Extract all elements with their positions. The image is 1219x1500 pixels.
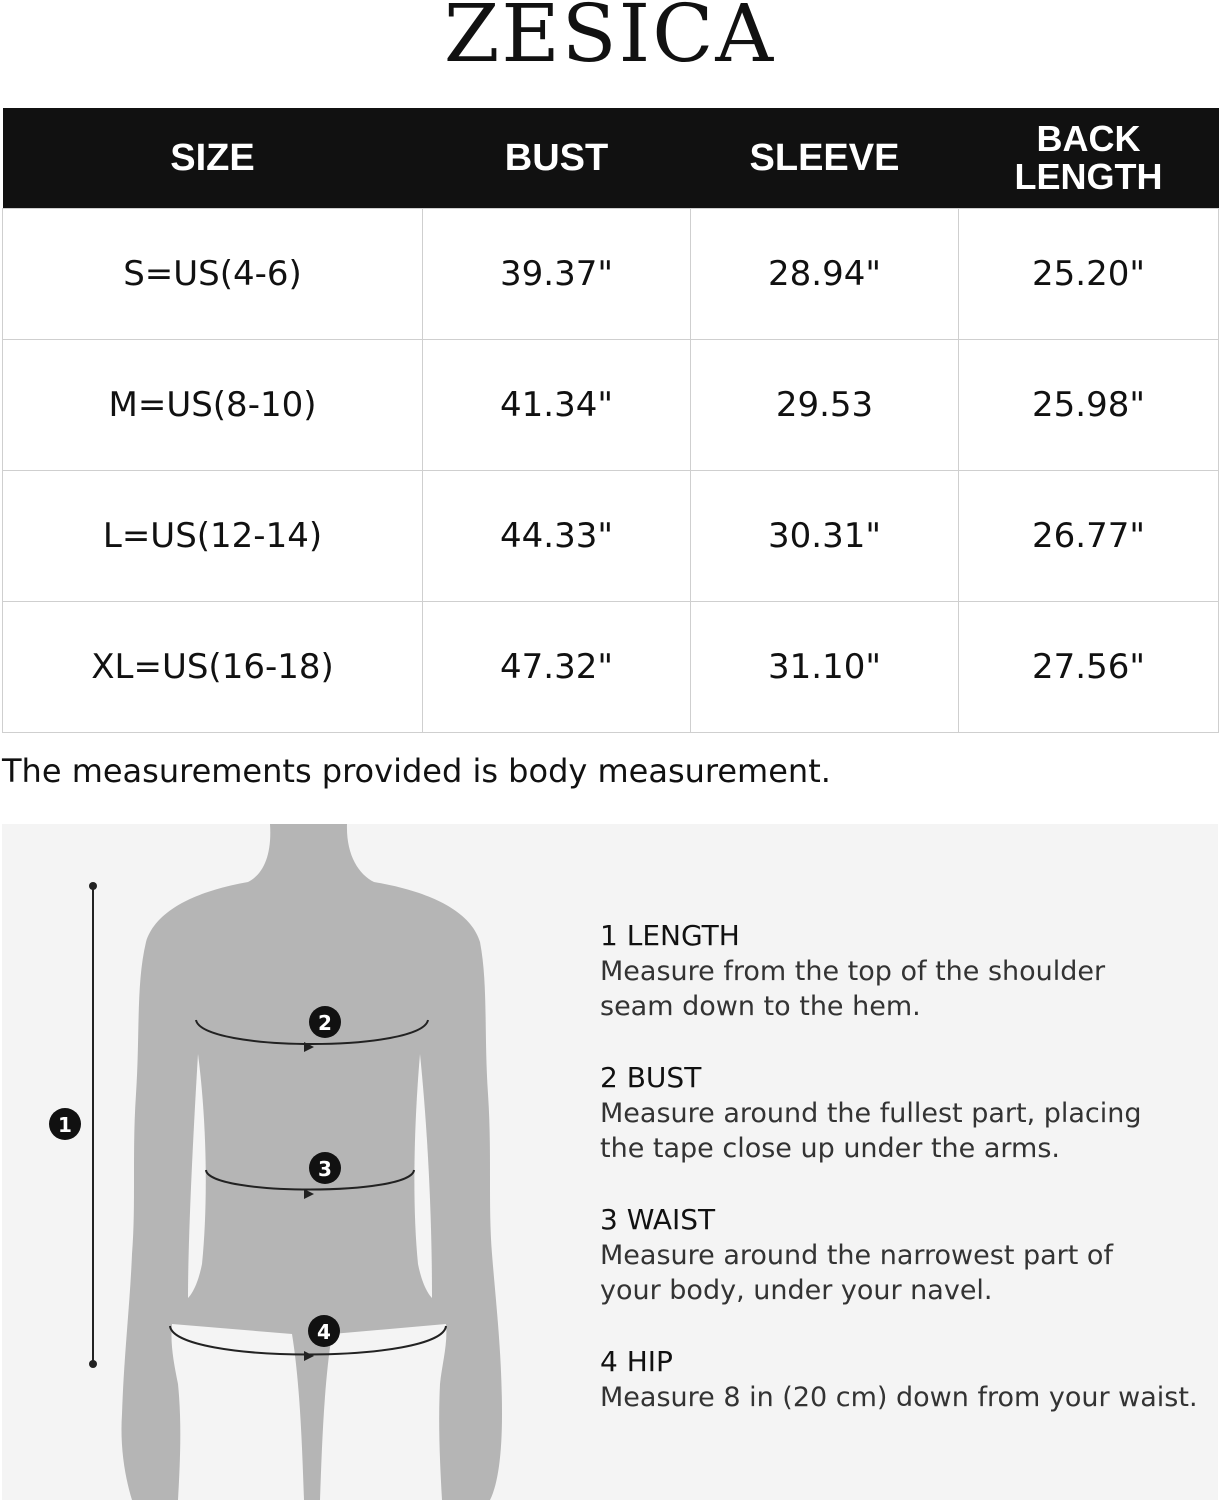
table-header-row	[3, 108, 1219, 209]
marker-1-label: 1	[58, 1113, 72, 1137]
cell-back-length: 26.77"	[959, 471, 1219, 602]
header-sleeve: SLEEVE	[691, 108, 959, 209]
step-title: 2 BUST	[600, 1061, 702, 1094]
measurement-guide	[2, 824, 1218, 1500]
length-line-bottom-dot	[89, 1360, 97, 1368]
step-desc: the tape close up under the arms.	[600, 1133, 1060, 1164]
step-desc: Measure around the fullest part, placing	[600, 1098, 1142, 1129]
marker-1	[49, 1108, 81, 1140]
step-title: 3 WAIST	[600, 1203, 716, 1236]
marker-2-label: 2	[318, 1011, 332, 1035]
step-desc: Measure 8 in (20 cm) down from your waist.	[600, 1382, 1198, 1413]
header-bust: BUST	[423, 108, 691, 209]
marker-4	[308, 1315, 340, 1347]
body-silhouette-figure	[2, 824, 562, 1500]
step-waist	[600, 1202, 1210, 1308]
step-desc: Measure from the top of the shoulder	[600, 956, 1106, 987]
cell-sleeve: 29.53	[691, 340, 959, 471]
marker-3-label: 3	[318, 1157, 332, 1181]
length-line-top-dot	[89, 882, 97, 890]
marker-3	[309, 1152, 341, 1184]
step-title: 4 HIP	[600, 1345, 673, 1378]
measurement-instructions	[600, 918, 1210, 1451]
header-size: SIZE	[3, 108, 423, 209]
step-desc: seam down to the hem.	[600, 991, 921, 1022]
cell-size: XL=US(16-18)	[3, 602, 423, 733]
cell-bust: 41.34"	[423, 340, 691, 471]
cell-bust: 47.32"	[423, 602, 691, 733]
marker-4-label: 4	[317, 1320, 331, 1344]
cell-back-length: 25.98"	[959, 340, 1219, 471]
table-row	[3, 340, 1219, 471]
step-title: 1 LENGTH	[600, 919, 740, 952]
header-back-length-line2: LENGTH	[1014, 156, 1163, 197]
cell-bust: 44.33"	[423, 471, 691, 602]
cell-sleeve: 31.10"	[691, 602, 959, 733]
cell-sleeve: 30.31"	[691, 471, 959, 602]
cell-back-length: 25.20"	[959, 209, 1219, 340]
table-row	[3, 471, 1219, 602]
step-desc: Measure around the narrowest part of	[600, 1240, 1113, 1271]
cell-size: M=US(8-10)	[3, 340, 423, 471]
header-back-length-line1: BACK	[1036, 118, 1141, 159]
cell-bust: 39.37"	[423, 209, 691, 340]
cell-back-length: 27.56"	[959, 602, 1219, 733]
cell-size: L=US(12-14)	[3, 471, 423, 602]
size-chart-table	[2, 108, 1219, 733]
table-row	[3, 602, 1219, 733]
step-length	[600, 918, 1210, 1024]
step-hip	[600, 1344, 1210, 1415]
cell-sleeve: 28.94"	[691, 209, 959, 340]
header-back-length	[959, 108, 1219, 209]
measurement-note: The measurements provided is body measurement.	[2, 752, 831, 790]
marker-2	[309, 1006, 341, 1038]
step-desc: your body, under your navel.	[600, 1275, 993, 1306]
step-bust	[600, 1060, 1210, 1166]
table-row	[3, 209, 1219, 340]
brand-logo: ZESICA	[443, 0, 776, 80]
cell-size: S=US(4-6)	[3, 209, 423, 340]
